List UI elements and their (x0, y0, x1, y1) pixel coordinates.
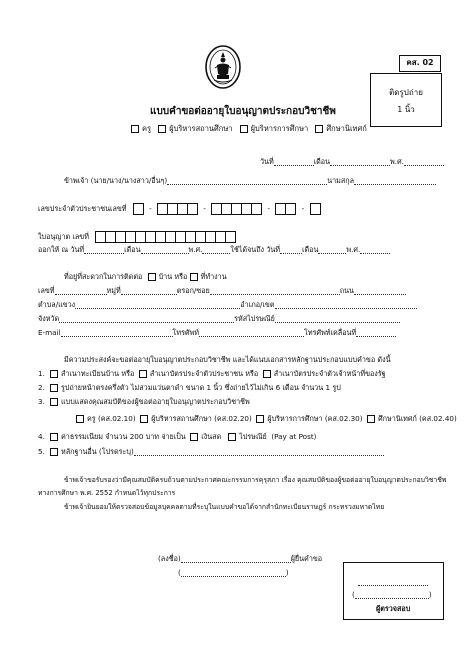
photo-label-1: ติดรูปถ่าย (389, 88, 423, 97)
issued-month-label: เดือน (124, 245, 141, 254)
valid-label: ใช้ได้จนถึง วันที่ (230, 245, 281, 254)
fee-label: ค่าธรรมเนียม จำนวน 200 บาท จ่ายเป็น (61, 432, 186, 441)
date-day-label: วันที่ (260, 157, 274, 166)
soi-label: ตรอก/ซอย (176, 286, 210, 295)
id-card-copy-label: สำเนาบัตรประจำตัวประชาชน หรือ (149, 369, 259, 378)
applicant-role-label: ผู้ยื่นคำขอ (290, 554, 323, 563)
item-number: 1. (38, 369, 45, 378)
day-field[interactable] (274, 157, 314, 166)
subdistrict-field[interactable] (75, 300, 240, 309)
inspector-label: ผู้ตรวจสอบ (376, 604, 411, 613)
qualification-form-checkbox[interactable] (50, 398, 58, 406)
month-field[interactable] (330, 157, 390, 166)
other-evidence-field[interactable] (134, 447, 384, 456)
form-code-text: คส. 02 (406, 58, 434, 67)
inspector-paren-close: ) (428, 590, 432, 599)
item-3 (38, 397, 250, 406)
license-digit-box[interactable] (225, 231, 236, 243)
photo-requirement-label: รูปถ่ายหน้าตรงครึ่งตัว ไม่สวมแว่นตาดำ ขนาด 1 นิ้ว ซึ่งถ่ายไว้ไม่เกิน 6 เดือน จำนวน 1 รูป (61, 383, 341, 392)
item-2 (38, 383, 341, 392)
khurusapha-logo (204, 44, 242, 90)
district-label: อำเภอ/เขต (240, 300, 275, 309)
license-type-checkbox[interactable] (131, 125, 139, 133)
form-type-checkbox[interactable] (256, 415, 264, 423)
surname-label: นามสกุล (327, 176, 355, 185)
license-type-checkbox[interactable] (240, 125, 248, 133)
qualification-form-label: แบบแสดงคุณสมบัติของผู้ขอต่ออายุใบอนุญาตประกอบวิชาชีพ (61, 397, 250, 406)
license-type-label: ผู้บริหารการศึกษา (250, 124, 309, 133)
name-label: ข้าพเจ้า (นาย/นาง/นางสาว/อื่นๆ) (64, 176, 168, 185)
item-number: 4. (38, 432, 45, 441)
surname-field[interactable] (354, 176, 436, 185)
form-type-label: ผู้บริหารสถานศึกษา (คส.02.20) (151, 414, 252, 423)
declaration-line-2: ทางการศึกษา พ.ศ. 2552 กำหนดไว้ทุกประการ (38, 489, 176, 497)
contact-choice-line (64, 272, 227, 281)
printed-name-field[interactable] (181, 568, 286, 577)
form-type-label: ศึกษานิเทศก์ (คส.02.40) (378, 414, 457, 423)
applicant-signature-line (158, 554, 322, 563)
item-5 (38, 447, 384, 456)
id-digit-box[interactable] (310, 203, 321, 215)
email-label: E-mail (38, 328, 61, 337)
license-type-row (131, 124, 367, 133)
email-field[interactable] (61, 328, 173, 337)
form-title: แบบคำขอต่ออายุใบอนุญาตประกอบวิชาชีพ (150, 106, 336, 117)
item-number: 5. (38, 447, 45, 456)
cash-label: เงินสด (201, 432, 222, 441)
road-field[interactable] (354, 286, 406, 295)
year-field[interactable] (404, 157, 444, 166)
id-digit-box[interactable] (133, 203, 144, 215)
province-label: จังหวัด (38, 314, 60, 323)
applicant-name-line (64, 176, 436, 185)
postcode-label: รหัสไปรษณีย์ (234, 314, 275, 323)
declaration-line-3: ข้าพเจ้ายินยอมให้ตรวจสอบข้อมูลบุคคลตามที่ระบุในแบบคำขอได้จากสำนักทะเบียนราษฎร์ กระทรวงมหาดไทย (64, 503, 385, 511)
subdistrict-label: ตำบล/แขวง (38, 300, 76, 309)
cash-checkbox[interactable] (190, 433, 198, 441)
purpose-text: มีความประสงค์จะขอต่ออายุใบอนุญาตประกอบวิชาชีพ และได้แนบเอกสารหลักฐานประกอบแบบคำขอ ดังนี้ (64, 355, 391, 364)
or-label: หรือ (174, 272, 188, 281)
license-type-label: ครู (142, 124, 152, 133)
work-label: ที่ทำงาน (200, 272, 227, 281)
road-label: ถนน (339, 286, 354, 295)
id-card-label: เลขประจำตัวประชาชนเลขที่ (38, 204, 127, 213)
date-line (260, 157, 444, 166)
inspector-box (343, 562, 444, 620)
no-field[interactable] (55, 286, 107, 295)
issued-year-field[interactable] (202, 245, 230, 254)
valid-day-field[interactable] (280, 245, 302, 254)
license-type-checkbox[interactable] (158, 125, 166, 133)
house-reg-label: สำเนาทะเบียนบ้าน หรือ (61, 369, 135, 378)
form-type-label: ครู (คส.02.10) (87, 414, 136, 423)
postcode-field[interactable] (275, 314, 400, 323)
work-checkbox[interactable] (190, 273, 198, 281)
home-checkbox[interactable] (148, 273, 156, 281)
item-1 (38, 369, 386, 378)
fee-checkbox[interactable] (50, 433, 58, 441)
post-label: ไปรษณีย์ (239, 432, 267, 441)
id-digit-box[interactable] (285, 203, 296, 215)
address-line-1 (38, 286, 406, 295)
declaration-line-1: ข้าพเจ้าขอรับรองว่ามีคุณสมบัติครบถ้วนตามประกาศคณะกรรมการคุรุสภา เรื่อง คุณสมบัติของผู้ขอต่ออายุใบอนุญาตประกอบวิชาชีพ (64, 476, 447, 484)
valid-month-field[interactable] (318, 245, 346, 254)
item-number: 3. (38, 397, 45, 406)
license-type-label: ศึกษานิเทศก์ (326, 124, 367, 133)
signature-field[interactable] (181, 554, 291, 563)
inspector-signature-field[interactable] (358, 577, 428, 586)
issued-year-label: พ.ศ. (188, 245, 203, 254)
form-code (399, 55, 441, 72)
applicant-name-paren-line (178, 568, 289, 577)
address-line-2 (38, 300, 417, 309)
date-year-label: พ.ศ. (390, 157, 404, 166)
name-field[interactable] (167, 176, 327, 185)
sign-label: (ลงชื่อ) (158, 554, 181, 563)
issued-day-field[interactable] (84, 245, 124, 254)
province-field[interactable] (59, 314, 234, 323)
no-label: เลขที่ (38, 286, 55, 295)
other-evidence-label: หลักฐานอื่น (โปรดระบุ) (61, 447, 134, 456)
photo-label-2: 1 นิ้ว (397, 105, 415, 114)
license-number-label: ใบอนุญาต เลขที่ (38, 232, 89, 241)
form-type-label: ผู้บริหารการศึกษา (คส.02.30) (267, 414, 363, 423)
paren-close: ) (285, 568, 289, 577)
mobile-label: โทรศัพท์เคลื่อนที่ (304, 328, 357, 337)
phone-field[interactable] (199, 328, 304, 337)
photo-checkbox[interactable] (50, 384, 58, 392)
form-type-checkbox[interactable] (76, 415, 84, 423)
id-digit-box[interactable] (251, 203, 262, 215)
soi-field[interactable] (210, 286, 340, 295)
house-reg-checkbox[interactable] (50, 370, 58, 378)
valid-month-label: เดือน (302, 245, 319, 254)
other-evidence-checkbox[interactable] (50, 448, 58, 456)
paren-open: ( (178, 568, 181, 577)
issued-label: ออกให้ ณ วันที่ (38, 245, 85, 254)
form-type-checkbox[interactable] (367, 415, 375, 423)
id-digit-box[interactable] (187, 203, 198, 215)
address-line-4 (38, 328, 396, 337)
license-dates-line (38, 245, 390, 254)
license-number-line (38, 231, 236, 243)
phone-label: โทรศัพท์ (172, 328, 200, 337)
moo-label: หมู่ที่ (106, 286, 121, 295)
inspector-paren-open: ( (352, 590, 355, 599)
form-type-checkbox[interactable] (140, 415, 148, 423)
photo-box (370, 73, 442, 127)
valid-year-field[interactable] (360, 245, 390, 254)
post-checkbox[interactable] (228, 433, 236, 441)
item-number: 2. (38, 383, 45, 392)
mobile-field[interactable] (356, 328, 396, 337)
home-label: บ้าน (158, 272, 173, 281)
inspector-name-field[interactable] (355, 590, 429, 599)
item-4 (38, 432, 316, 441)
id-card-line: เลขประจำตัวประชาชนเลขที่ - - - - (38, 203, 321, 215)
date-month-label: เดือน (313, 157, 331, 166)
license-type-checkbox[interactable] (315, 125, 323, 133)
post-note: (Pay at Post) (271, 432, 317, 441)
district-field[interactable] (275, 300, 417, 309)
moo-field[interactable] (121, 286, 177, 295)
gov-id-copy-label: สำเนาบัตรประจำตัวเจ้าหน้าที่ของรัฐ (273, 369, 386, 378)
valid-year-label: พ.ศ. (346, 245, 361, 254)
issued-month-field[interactable] (141, 245, 189, 254)
id-card-copy-checkbox[interactable] (139, 370, 147, 378)
address-line-3 (38, 314, 400, 323)
gov-id-copy-checkbox[interactable] (263, 370, 271, 378)
item-3-options (76, 414, 457, 423)
contact-label: ที่อยู่ที่สะดวกในการติดต่อ (64, 272, 143, 281)
license-type-label: ผู้บริหารสถานศึกษา (169, 124, 233, 133)
